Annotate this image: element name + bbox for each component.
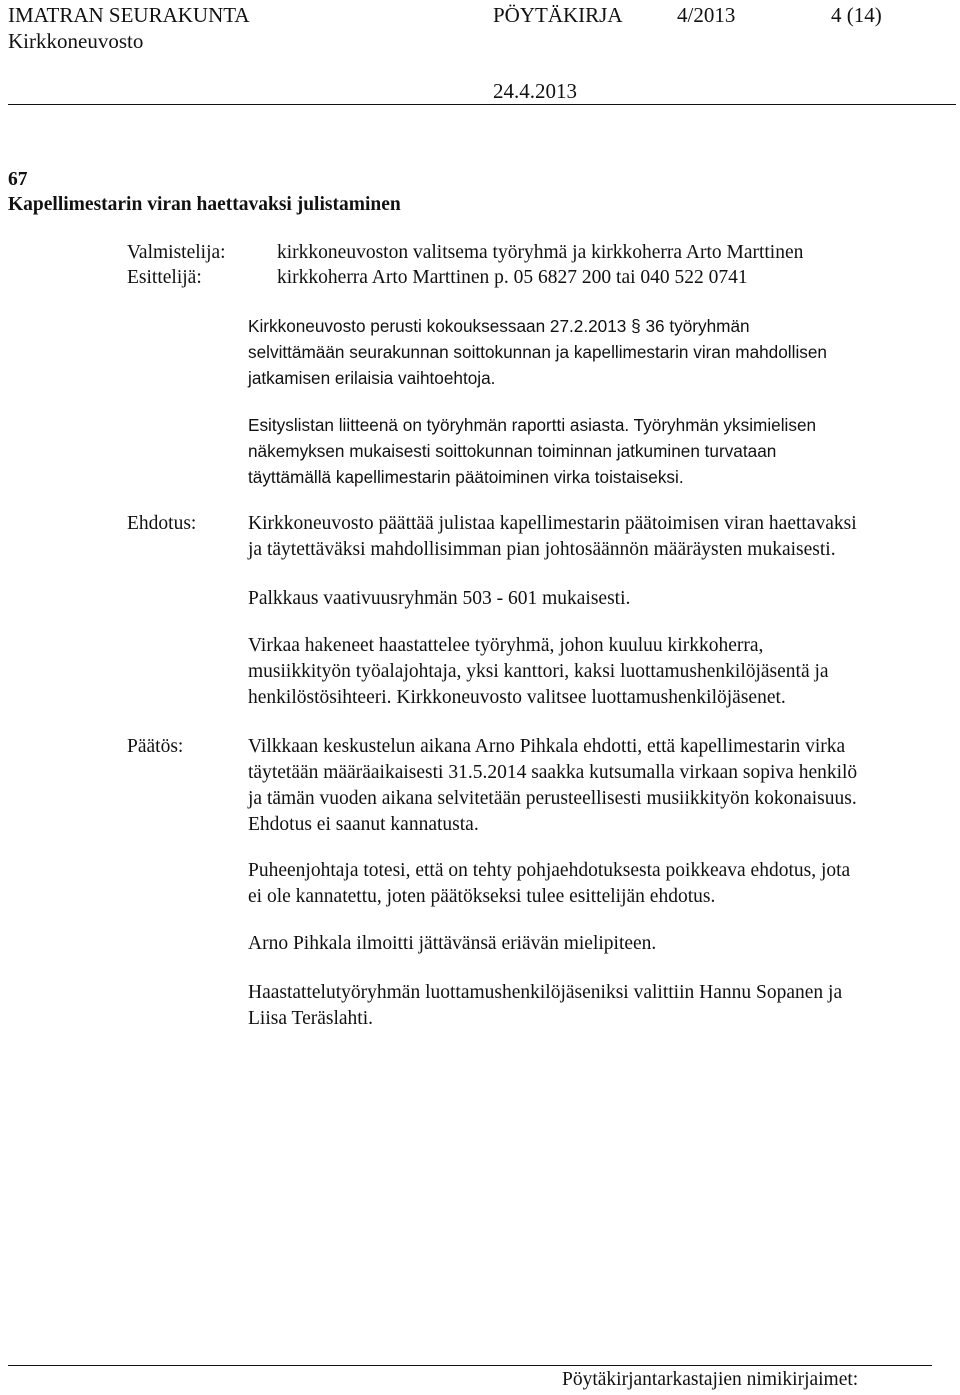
decision-paragraph-3 (248, 931, 948, 957)
item-title: Kapellimestarin viran haettavaksi julistaminen (8, 194, 401, 215)
text-line: Haastattelutyöryhmän luottamushenkilöjäseniksi valittiin Hannu Sopanen ja (248, 982, 843, 1003)
text-line: Virkaa hakeneet haastattelee työryhmä, johon kuuluu kirkkoherra, (248, 635, 764, 656)
text-line: Palkkaus vaativuusryhmän 503 - 601 mukaisesti. (248, 588, 631, 609)
text-line: Arno Pihkala ilmoitti jättävänsä eriävän mielipiteen. (248, 933, 657, 954)
item-number: 67 (8, 169, 28, 190)
text-line: ja tämän vuoden aikana selvitetään perusteellisesti musiikkityön kokonaisuus. (248, 788, 857, 809)
header-org: IMATRAN SEURAKUNTA (8, 3, 250, 27)
text-line: Kirkkoneuvosto päättää julistaa kapellimestarin päätoimisen viran haettavaksi (248, 513, 857, 534)
proposal-paragraph-2 (248, 586, 948, 612)
proposal-paragraph-1 (248, 511, 948, 563)
text-line: näkemyksen mukaisesti soittokunnan toiminnan jatkuminen turvataan (248, 441, 777, 461)
text-line: ei ole kannatettu, joten päätökseksi tulee esittelijän ehdotus. (248, 886, 716, 907)
text-line: ja täytettäväksi mahdollisimman pian johtosäännön määräysten mukaisesti. (248, 539, 836, 560)
decision-paragraph-1 (248, 734, 948, 838)
text-line: Liisa Teräslahti. (248, 1008, 373, 1029)
background-paragraph-1 (248, 313, 948, 391)
decision-paragraph-2 (248, 858, 948, 910)
decision-label: Päätös: (127, 736, 184, 757)
text-line: Esityslistan liitteenä on työryhmän raportti asiasta. Työryhmän yksimielisen (248, 415, 817, 435)
text-line: Kirkkoneuvosto perusti kokouksessaan 27.2.2013 § 36 työryhmän (248, 316, 750, 336)
header-doc-number: 4/2013 (677, 3, 736, 27)
text-line: täyttämällä kapellimestarin päätoiminen virka toistaiseksi. (248, 467, 684, 487)
header-date: 24.4.2013 (493, 79, 577, 103)
esittelija-label: Esittelijä: (127, 267, 202, 288)
text-line: Vilkkaan keskustelun aikana Arno Pihkala ehdotti, että kapellimestarin virka (248, 736, 846, 757)
valmistelija-label: Valmistelija: (127, 242, 226, 263)
footer-signature-label: Pöytäkirjantarkastajien nimikirjaimet: (562, 1369, 859, 1390)
valmistelija-value: kirkkoneuvoston valitsema työryhmä ja kirkkoherra Arto Marttinen (277, 242, 804, 263)
esittelija-value: kirkkoherra Arto Marttinen p. 05 6827 200 tai 040 522 0741 (277, 267, 748, 288)
text-line: Ehdotus ei saanut kannatusta. (248, 814, 479, 835)
text-line: Puheenjohtaja totesi, että on tehty pohjaehdotuksesta poikkeava ehdotus, jota (248, 860, 851, 881)
text-line: musiikkityön työalajohtaja, yksi kanttori, kaksi luottamushenkilöjäsentä ja (248, 661, 829, 682)
text-line: henkilöstösihteeri. Kirkkoneuvosto valitsee luottamushenkilöjäsenet. (248, 687, 786, 708)
text-line: täytetään määräaikaisesti 31.5.2014 saakka kutsumalla virkaan sopiva henkilö (248, 762, 858, 783)
text-line: selvittämään seurakunnan soittokunnan ja kapellimestarin viran mahdollisen (248, 342, 827, 362)
background-paragraph-2 (248, 412, 948, 490)
header-divider (8, 104, 956, 105)
proposal-label: Ehdotus: (127, 513, 197, 534)
text-line: jatkamisen erilaisia vaihtoehtoja. (248, 368, 496, 388)
proposal-paragraph-3 (248, 633, 948, 711)
header-page-number: 4 (14) (831, 3, 882, 27)
header-doc-type: PÖYTÄKIRJA (493, 3, 623, 27)
header-body: Kirkkoneuvosto (8, 29, 144, 53)
footer-signature-rule (8, 1365, 932, 1366)
decision-paragraph-4 (248, 980, 948, 1032)
